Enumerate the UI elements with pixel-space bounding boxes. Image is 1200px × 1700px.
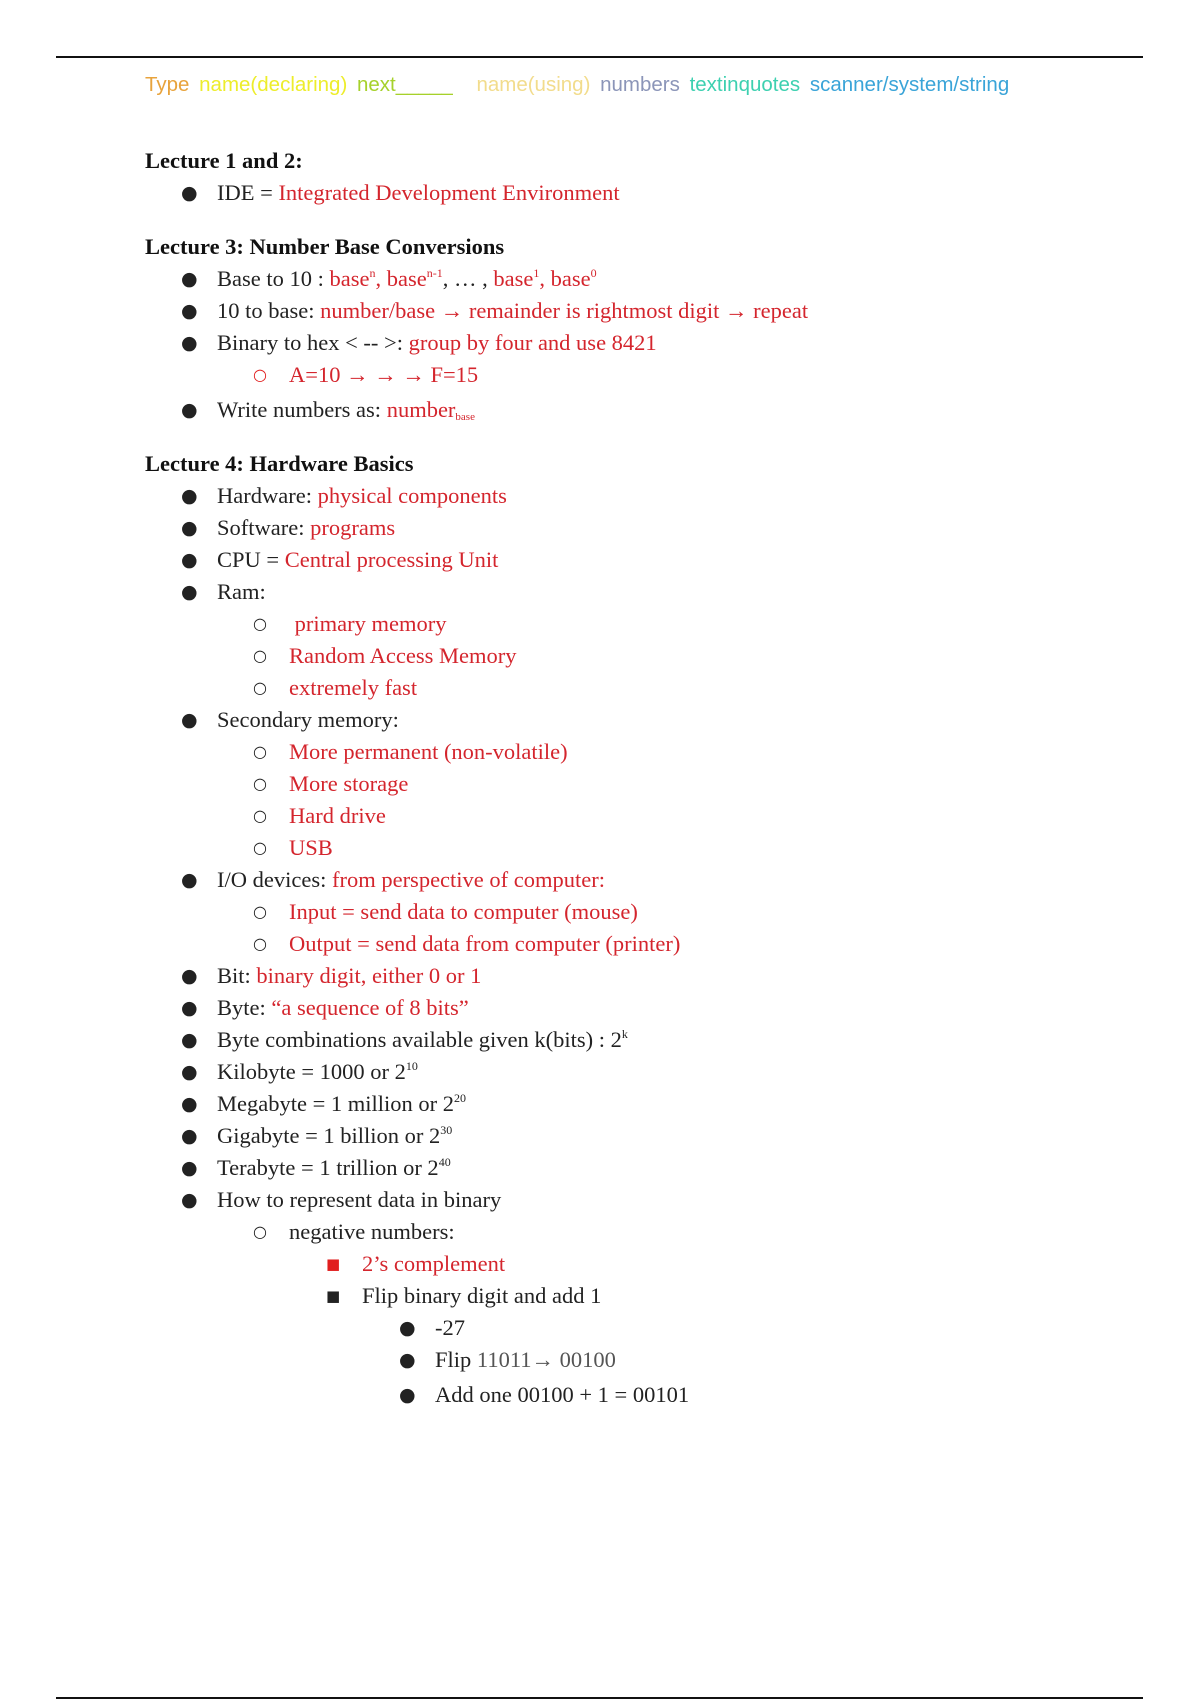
hollow-bullet-icon: ○ — [253, 614, 267, 633]
hollow-bullet-icon: ○ — [253, 774, 267, 793]
bullet-icon: ● — [181, 709, 198, 731]
hollow-bullet-icon: ○ — [253, 934, 267, 953]
bullet-icon: ● — [181, 581, 198, 603]
legend-type: Type — [145, 73, 190, 96]
list-item: ● Base to 10 : base$^n$, base$^{n-1}$, … , base$^1$, base$^0$ — [145, 263, 1145, 295]
legend-name-using: name(using) — [476, 73, 591, 96]
hollow-bullet-icon: ○ — [253, 806, 267, 825]
list-item: ● Bit: binary digit, either 0 or 1 — [145, 960, 1145, 992]
bullet-icon: ● — [181, 399, 198, 421]
bullet-icon: ● — [181, 965, 198, 987]
list-item: ● Gigabyte = 1 billion or $2^{30}$ — [145, 1120, 1145, 1152]
bullet-icon: ● — [181, 549, 198, 571]
section-title: Lecture 1 and 2: — [145, 148, 303, 173]
section-lecture-3 — [145, 231, 1145, 426]
list-item: ● How to represent data in binary — [145, 1184, 1145, 1216]
list-item: ● Hardware: physical components — [145, 480, 1145, 512]
bullet-icon: ● — [181, 485, 198, 507]
list-item: ● Byte: “a sequence of 8 bits” — [145, 992, 1145, 1024]
bullet-icon: ● — [181, 182, 198, 204]
list-item: ○ Input = send data to computer (mouse) — [145, 896, 1145, 928]
list-item: ● Terabyte = 1 trillion or $2^{40}$ — [145, 1152, 1145, 1184]
list-item: ● Add one 00100 + 1 = 00101 — [145, 1379, 1145, 1411]
bullet-icon: ● — [399, 1317, 416, 1339]
section-title: Lecture 3: Number Base Conversions — [145, 234, 505, 259]
list-item: ■ 2’s complement — [145, 1248, 1145, 1280]
list-item: ○ negative numbers: — [145, 1216, 1145, 1248]
hollow-bullet-icon: ○ — [253, 678, 267, 697]
square-bullet-icon: ■ — [326, 1255, 341, 1273]
legend-next: next_____ — [356, 73, 453, 96]
hollow-bullet-icon: ○ — [253, 902, 267, 921]
legend-scanner: scanner/system/string — [809, 73, 1010, 96]
bullet-icon: ● — [181, 332, 198, 354]
list-item: ● Secondary memory: — [145, 704, 1145, 736]
bullet-icon: ● — [181, 1189, 198, 1211]
legend-name-declaring: name(declaring) — [199, 73, 348, 96]
list-item: ● Flip 11011→ 00100 — [145, 1344, 1145, 1376]
bullet-icon: ● — [399, 1384, 416, 1406]
list-item: ● Software: programs — [145, 512, 1145, 544]
color-legend — [145, 73, 1013, 97]
list-item: ■ Flip binary digit and add 1 — [145, 1280, 1145, 1312]
bottom-rule — [56, 1697, 1143, 1699]
hollow-bullet-icon: ○ — [253, 838, 267, 857]
list-item: ● IDE = Integrated Development Environment — [145, 177, 1145, 209]
bullet-icon: ● — [399, 1349, 416, 1371]
list-item: ○ Output = send data from computer (printer) — [145, 928, 1145, 960]
list-item: ● CPU = Central processing Unit — [145, 544, 1145, 576]
list-item: ○ primary memory — [145, 608, 1145, 640]
list-item: ● Ram: — [145, 576, 1145, 608]
hollow-bullet-icon: ○ — [253, 1222, 267, 1241]
bullet-icon: ● — [181, 1157, 198, 1179]
square-bullet-icon: ■ — [326, 1287, 341, 1305]
bullet-icon: ● — [181, 1093, 198, 1115]
list-item: ● Binary to hex < -- >: group by four and use 8421 — [145, 327, 1145, 359]
list-item: ● Kilobyte = 1000 or $2^{10}$ — [145, 1056, 1145, 1088]
list-item: ● Byte combinations available given k(bits) : 2$^k$ — [145, 1024, 1145, 1056]
list-item: ○ extremely fast — [145, 672, 1145, 704]
bullet-icon: ● — [181, 517, 198, 539]
section-title: Lecture 4: Hardware Basics — [145, 451, 414, 476]
section-lecture-1-2 — [145, 145, 1145, 209]
list-item: ● -27 — [145, 1312, 1145, 1344]
bullet-icon: ● — [181, 268, 198, 290]
list-item: ○ A=10 → → → F=15 — [145, 359, 1145, 391]
section-lecture-4 — [145, 448, 1145, 1411]
legend-numbers: numbers — [600, 73, 680, 96]
list-item: ● I/O devices: from perspective of computer: — [145, 864, 1145, 896]
list-item: ○ More permanent (non-volatile) — [145, 736, 1145, 768]
bullet-icon: ● — [181, 1125, 198, 1147]
list-item: ● Megabyte = 1 million or $2^{20}$ — [145, 1088, 1145, 1120]
list-item: ○ Random Access Memory — [145, 640, 1145, 672]
hollow-bullet-icon: ○ — [253, 365, 267, 384]
top-rule — [56, 56, 1143, 58]
bullet-icon: ● — [181, 869, 198, 891]
list-item: ● Write numbers as: number$_{base}$ — [145, 394, 1145, 426]
hollow-bullet-icon: ○ — [253, 742, 267, 761]
notes-content — [145, 145, 1145, 1433]
list-item: ○ Hard drive — [145, 800, 1145, 832]
list-item: ● 10 to base: number/base → remainder is rightmost digit → repeat — [145, 295, 1145, 327]
bullet-icon: ● — [181, 997, 198, 1019]
bullet-icon: ● — [181, 300, 198, 322]
hollow-bullet-icon: ○ — [253, 646, 267, 665]
list-item: ○ More storage — [145, 768, 1145, 800]
legend-textinquotes: textinquotes — [689, 73, 801, 96]
bullet-icon: ● — [181, 1029, 198, 1051]
bullet-icon: ● — [181, 1061, 198, 1083]
list-item: ○ USB — [145, 832, 1145, 864]
